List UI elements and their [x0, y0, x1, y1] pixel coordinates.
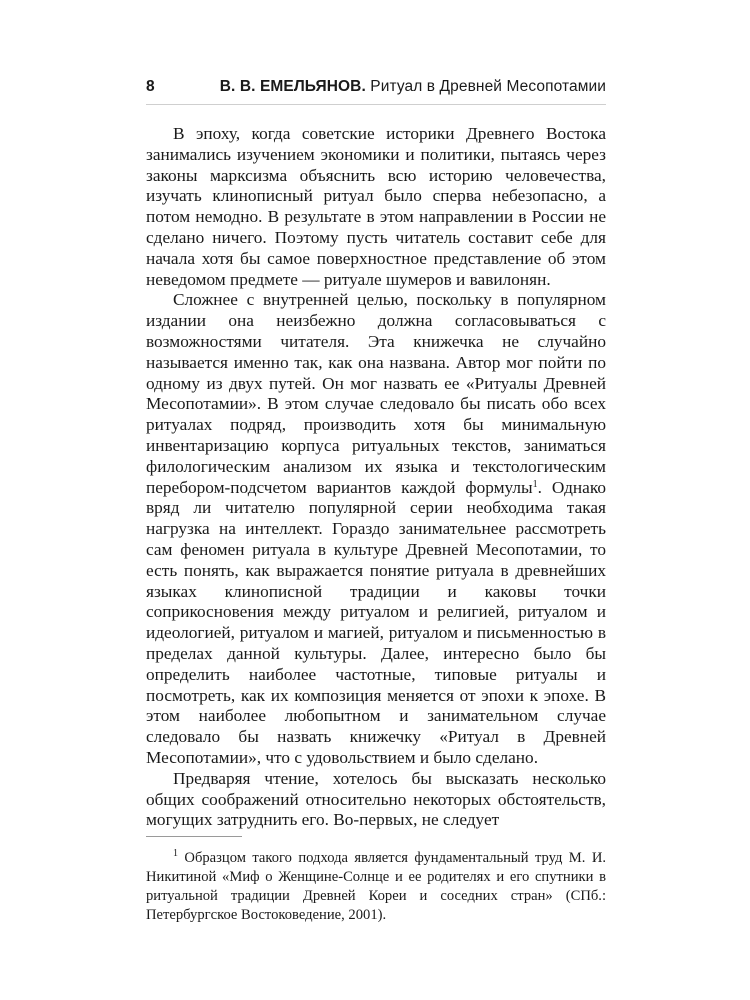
paragraph-2-part-1: Сложнее с внутренней целью, поскольку в популярном издании она неизбежно должна согласовываться с возможностями читателя. Эта книжечка не случайно называется именно так, как она названа. Автор мог пойти по одному из двух путей. Он мог назвать ее «Ритуалы Древней Месопотамии». В этом случае следовало бы писать обо всех ритуалах подряд, производить хотя бы минимальную инвентаризацию корпуса ритуальных текстов, заниматься филологическим анализом их языка и текстологическим перебором-подсчетом вариантов каждой формулы	[146, 290, 606, 497]
paragraph-2	[146, 290, 606, 768]
footnote-reference[interactable]: 1	[532, 478, 538, 490]
running-title-author: В. В. ЕМЕЛЬЯНОВ.	[219, 78, 366, 95]
footnote	[146, 849, 606, 925]
page-number: 8	[146, 78, 155, 95]
footnote-marker: 1	[173, 848, 178, 859]
header-rule	[146, 104, 606, 105]
running-title-book: Ритуал в Древней Месопотамии	[370, 78, 606, 95]
running-title	[220, 76, 606, 98]
paragraph-3: Предваряя чтение, хотелось бы высказать несколько общих соображений относительно некоторых обстоятельств, могущих затруднить его. Во-первых, не следует	[146, 768, 606, 830]
footnote-separator	[146, 836, 242, 837]
book-page	[146, 0, 606, 1000]
footnote-text: Образцом такого подхода является фундаментальный труд М. И. Никитиной «Миф о Женщине-Солнце и ее родителях и его спутники в ритуальной традиции Древней Кореи и соседних стран» (СПб.: Петербургское Востоковедение, 2001).	[146, 850, 607, 923]
running-head	[146, 76, 606, 98]
paragraph-1: В эпоху, когда советские историки Древнего Востока занимались изучением экономики и политики, пытаясь через законы марксизма объяснить всю историю человечества, изучать клинописный ритуал было сперва небезопасно, а потом немодно. В результате в этом направлении в России не сделано ничего. Поэтому пусть читатель составит себе для начала хотя бы самое поверхностное представление об этом неведомом предмете — ритуале шумеров и вавилонян.	[146, 124, 606, 289]
paragraph-2-part-2: . Однако вряд ли читателю популярной серии необходима такая нагрузка на интеллект. Гораздо занимательнее рассмотреть сам феномен ритуала в культуре Древней Месопотамии, то есть понять, как выражается понятие ритуала в древнейших языках клинописной традиции и каковы точки соприкосновения между ритуалом и религией, ритуалом и идеологией, ритуалом и магией, ритуалом и письменностью в пределах данной культуры. Далее, интересно было бы определить наиболее частотные, типовые ритуалы и посмотреть, как их композиция меняется от эпохи к эпохе. В этом наиболее любопытном и занимательном случае следовало бы назвать книжечку «Ритуал в Древней Месопотамии», что с удовольствием и было сделано.	[146, 477, 606, 767]
body-text	[146, 124, 606, 831]
